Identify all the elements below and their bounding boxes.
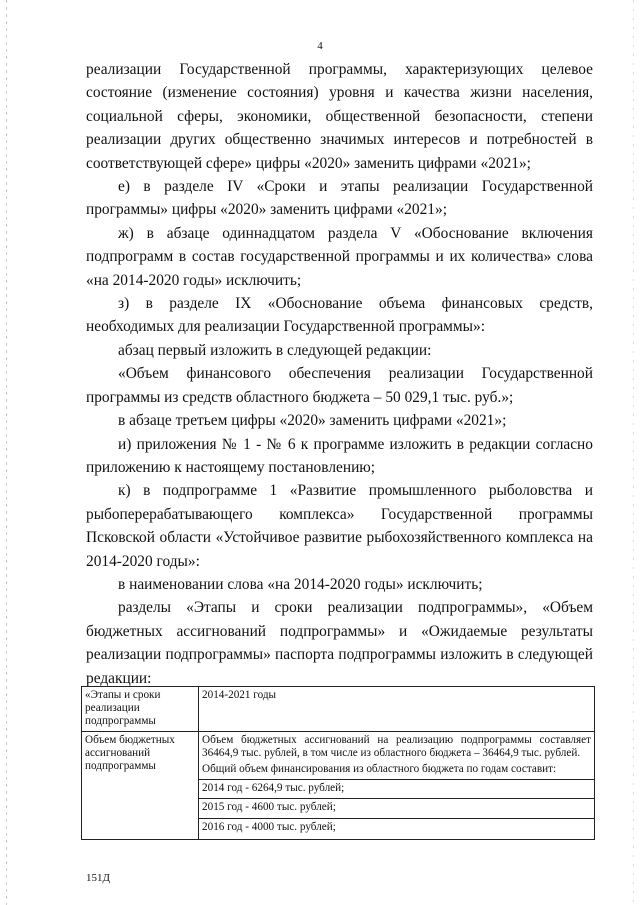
paragraph-third-abzac: в абзаце третьем цифры «2020» заменить цифрами «2021»;: [118, 412, 507, 430]
table-value-line: Объем бюджетных ассигнований на реализацию подпрограммы составляет 36464,9 тыс. рублей, в том числе из областного бюджета – 36464,9 тыс. рублей.: [202, 733, 591, 759]
table-row: [82, 731, 595, 839]
paragraph-sections: разделы «Этапы и сроки реализации подпрограммы», «Объем бюджетных ассигнований подпрограммы» и «Ожидаемые результаты реализации подпрограммы» паспорта подпрограммы изложить в следующей редакции:: [86, 599, 593, 687]
table-value-line: Общий объем финансирования из областного бюджета по годам составит:: [202, 763, 557, 776]
table-divider: [199, 798, 594, 799]
table-value-line: 2015 год - 4600 тыс. рублей;: [202, 801, 336, 814]
table-cell-value: [199, 687, 595, 732]
paragraph-item-k: к) в подпрограмме 1 «Развитие промышленного рыболовства и рыбоперерабатывающего комплекса» Государственной программы Псковской области «Устойчивое развитие рыбохозяйственного комплекса на 2014-2020 годы»:: [86, 482, 593, 570]
table-divider: [199, 779, 594, 780]
table-row: [82, 687, 595, 732]
table-divider: [199, 818, 594, 819]
paragraph-goal-state: реализации Государственной программы, характеризующих целевое состояние (изменение состояния) уровня и качества жизни населения, социальной сферы, экономики, общественной безопасности, степени реализации других общественно значимых интересов и потребностей в соответствующей сфере» цифры «2020» заменить цифрами «2021»;: [86, 61, 593, 172]
document-body: [86, 58, 593, 690]
paragraph-item-zh: ж) в абзаце одиннадцатом раздела V «Обоснование включения подпрограмм в состав государственной программы и их количества» слова «на 2014-2020 годы» исключить;: [86, 224, 593, 289]
paragraph-item-z: з) в разделе IX «Обоснование объема финансовых средств, необходимых для реализации Государственной программы»:: [86, 295, 593, 336]
paragraph-funding-volume: «Объем финансового обеспечения реализации Государственной программы из средств областного бюджета – 50 029,1 тыс. руб.»;: [86, 365, 593, 406]
page-number: 4: [317, 40, 323, 52]
scan-edge-right: [633, 0, 634, 905]
paragraph-item-i: и) приложения № 1 - № 6 к программе изложить в редакции согласно приложению к настоящему постановлению;: [86, 435, 593, 476]
table-cell-value: [199, 731, 595, 839]
passport-table: [81, 686, 595, 840]
footer-code: 151Д: [86, 872, 111, 884]
table-value-line: 2014 год - 6264,9 тыс. рублей;: [202, 782, 345, 795]
paragraph-title-words: в наименовании слова «на 2014-2020 годы» исключить;: [118, 575, 483, 593]
table-value-line: 2014-2021 годы: [202, 689, 277, 701]
table-cell-label: Объем бюджетных ассигнований подпрограммы: [82, 731, 199, 839]
table-cell-label: «Этапы и сроки реализации подпрограммы: [82, 687, 199, 732]
table-value-line: 2016 год - 4000 тыс. рублей;: [202, 820, 336, 833]
paragraph-first-abzac: абзац первый изложить в следующей редакции:: [118, 341, 432, 359]
scan-edge-left: [6, 0, 7, 905]
paragraph-item-e: е) в разделе IV «Сроки и этапы реализации Государственной программы» цифры «2020» заменить цифрами «2021»;: [86, 178, 593, 219]
